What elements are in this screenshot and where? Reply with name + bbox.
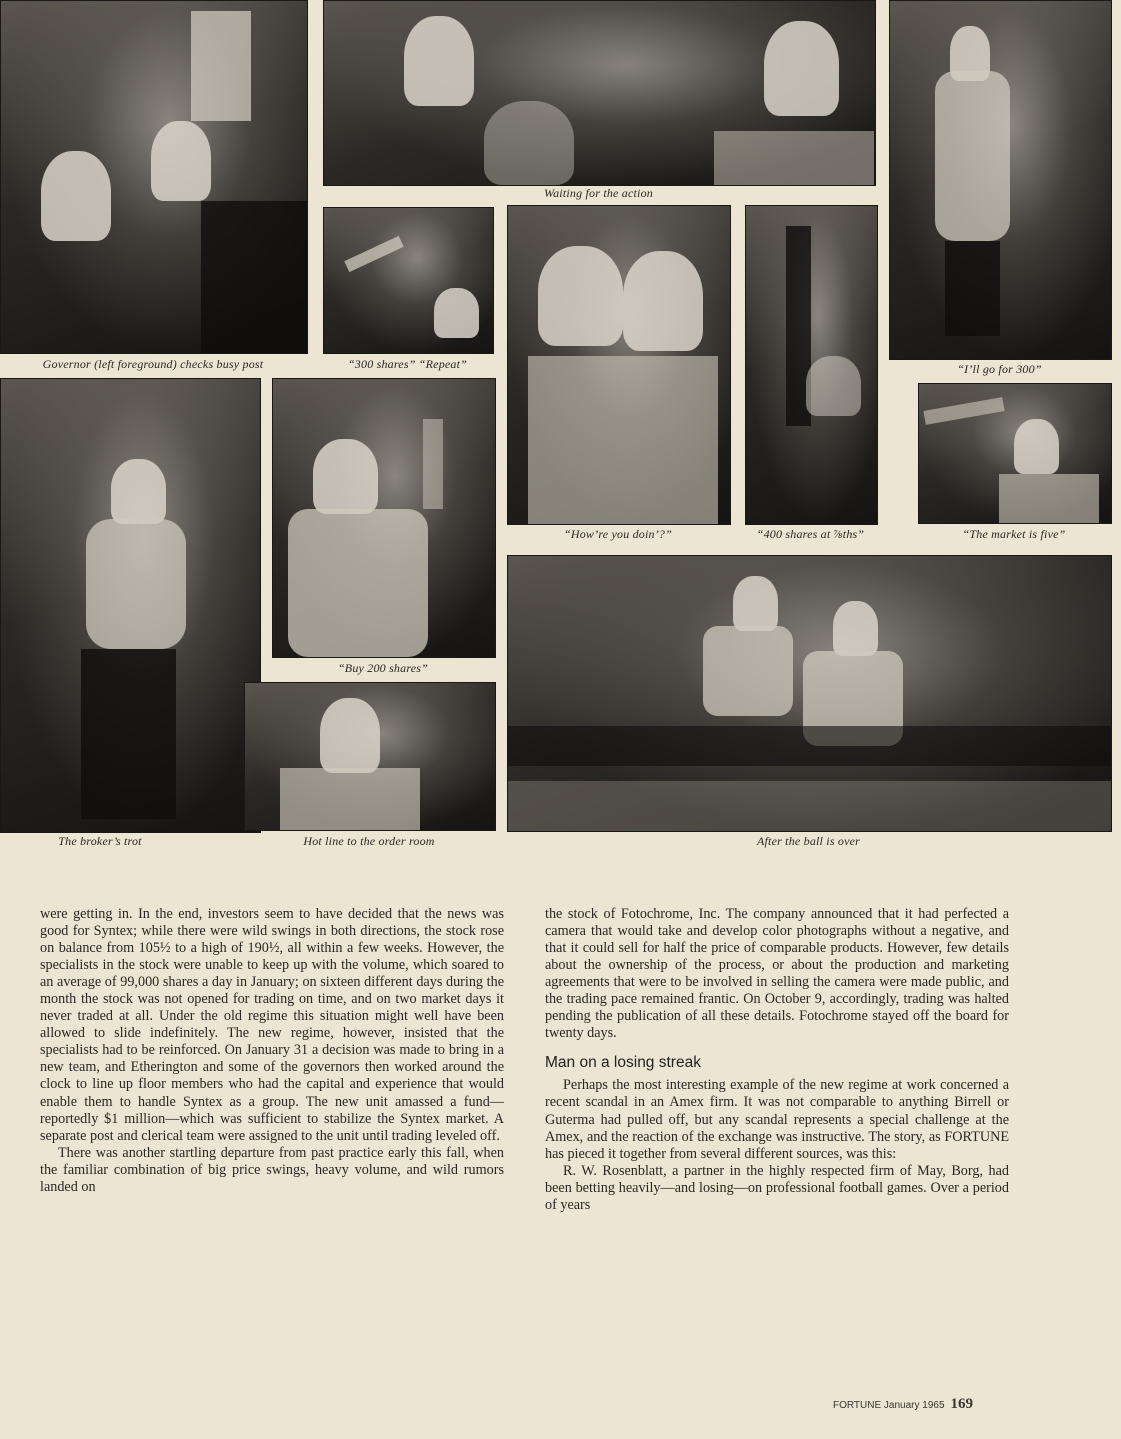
photo-buy-200 xyxy=(272,378,496,658)
section-heading: Man on a losing streak xyxy=(545,1054,701,1072)
caption-ill-go: “I’ll go for 300” xyxy=(957,362,1042,376)
photo-broker-trot xyxy=(0,378,261,833)
caption-buy-200: “Buy 200 shares” xyxy=(337,661,429,675)
paragraph: the stock of Fotochrome, Inc. The company announced that it had perfected a camera that would take and develop color photographs without a negative, and that it could sell for half the price of comparable products. However, few details about the ownership of the process, or about the production and marketing agreements that were to be involved in selling the camera were made public, and the trading pace remained frantic. On October 9, accordingly, trading was halted pending the publication of all these details. Fotochrome stayed off the board for twenty days. xyxy=(545,906,1009,1042)
page-number: 169 xyxy=(950,1396,974,1412)
caption-governor: Governor (left foreground) checks busy post xyxy=(42,357,264,371)
photo-how-doin xyxy=(507,205,731,525)
photo-400-shares xyxy=(745,205,878,525)
magazine-issue: FORTUNE January 1965 xyxy=(833,1400,945,1411)
article-left-column xyxy=(40,906,504,1196)
paragraph: Perhaps the most interesting example of the new regime at work concerned a recent scandal in an Amex firm. It was not comparable to anything Birrell or Guterma had pulled off, but any scandal represents a special challenge at the Amex, and the reaction of the exchange was instructive. The story, as FORTUNE has pieced it together from several different sources, was this: xyxy=(545,1077,1009,1162)
photo-after-ball xyxy=(507,555,1112,832)
photo-ill-go xyxy=(889,0,1112,360)
caption-broker-trot: The broker’s trot xyxy=(58,834,142,848)
caption-market-five: “The market is five” xyxy=(962,527,1066,541)
paragraph: were getting in. In the end, investors seem to have decided that the news was good for Syntex; while there were wild swings in both directions, the stock rose on balance from 105½ to a high of 190½, all within a few weeks. However, the specialists in the stock were unable to keep up with the volume, which soared to an average of 99,000 shares a day in January; on sixteen different days during the month the stock was not opened for trading on time, and on two market days it never traded at all. Under the old regime this situation might well have been allowed to slide indefinitely. The new regime, however, insisted that the specialists had to be reinforced. On January 31 a decision was made to bring in a new team, and Etherington and some of the governors then worked around the clock to line up floor members who had the capital and experience that would enable them to handle Syntex as a group. The new unit amassed a fund—reportedly $1 million—which was sufficient to stabilize the Syntex market. A separate post and clerical team were assigned to the unit until trading leveled off. xyxy=(40,906,504,1144)
caption-waiting: Waiting for the action xyxy=(544,186,653,200)
article-right-column xyxy=(545,906,1009,1214)
caption-hot-line: Hot line to the order room xyxy=(303,834,435,848)
caption-300-shares: “300 shares” “Repeat” xyxy=(347,357,468,371)
photo-market-five xyxy=(918,383,1112,524)
caption-400-shares: “400 shares at ⅞ths” xyxy=(756,527,865,541)
paragraph: R. W. Rosenblatt, a partner in the highly respected firm of May, Borg, had been betting heavily—and losing—on professional football games. Over a period of years xyxy=(545,1162,1009,1213)
page-footer xyxy=(833,1396,973,1413)
caption-how-doin: “How’re you doin’?” xyxy=(563,527,673,541)
photo-governor xyxy=(0,0,308,354)
caption-after-ball: After the ball is over xyxy=(756,834,861,848)
photo-waiting xyxy=(323,0,876,186)
photo-300-shares xyxy=(323,207,494,354)
paragraph: There was another startling departure from past practice early this fall, when the familiar combination of big price swings, heavy volume, and wild rumors landed on xyxy=(40,1144,504,1195)
photo-hot-line xyxy=(244,682,496,831)
